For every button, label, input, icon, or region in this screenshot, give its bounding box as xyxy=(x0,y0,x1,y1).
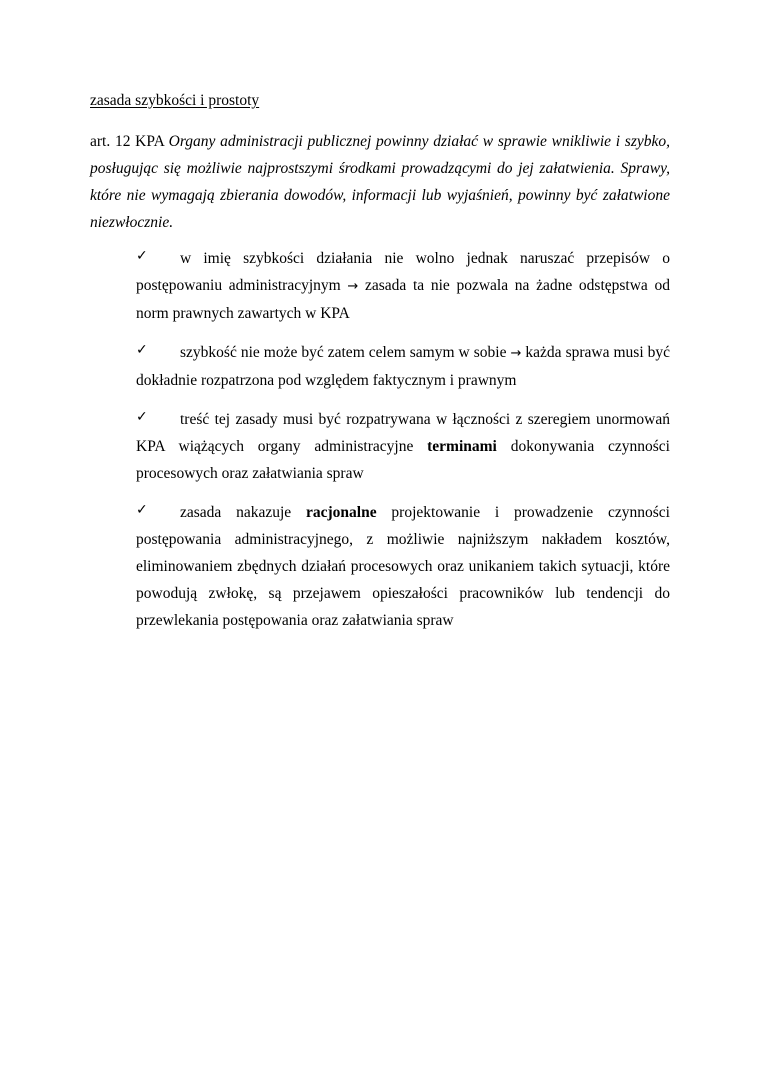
bullet-text-part: każda sprawa musi być dokładnie rozpatrzona pod względem faktycznym i prawnym xyxy=(136,344,671,389)
checkmark-icon: ✓ xyxy=(136,502,148,518)
arrow-right-icon: → xyxy=(347,279,359,294)
bullet-list xyxy=(90,245,670,646)
bold-term: terminami xyxy=(427,438,497,455)
bullet-item xyxy=(90,406,670,487)
bullet-text xyxy=(136,406,670,487)
bullet-text-part: projektowanie i prowadzenie czynności postępowania administracyjnego, z możliwie najniższym nakładem kosztów, eliminowaniem zbędnych działań procesowych oraz unikaniem takich sytuacji, które powodują zwłokę, są przejawem opieszałości pracowników lub tendencji do przewlekania postępowania oraz załatwiania spraw xyxy=(136,504,670,629)
checkmark-icon: ✓ xyxy=(136,248,148,264)
bullet-item xyxy=(90,499,670,634)
checkmark-icon: ✓ xyxy=(136,342,148,358)
bullet-item xyxy=(90,245,670,327)
bold-term: racjonalne xyxy=(306,504,377,521)
bullet-text xyxy=(136,339,670,394)
bullet-text xyxy=(136,245,670,327)
bullet-text-part: zasada nakazuje xyxy=(180,504,292,521)
arrow-right-icon: → xyxy=(510,346,522,361)
bullet-text xyxy=(136,499,670,634)
bullet-text-part: zasada ta nie pozwala na żadne odstępstwa od norm prawnych zawartych w KPA xyxy=(136,277,670,322)
article-paragraph xyxy=(90,128,670,236)
bullet-text-part: szybkość nie może być zatem celem samym w sobie xyxy=(180,344,507,361)
article-quote: Organy administracji publicznej powinny działać w sprawie wnikliwie i szybko, posługując się możliwie najprostszymi środkami prowadzącymi do jej załatwienia. Sprawy, które nie wymagają zbierania dowodów, informacji lub wyjaśnień, powinny być załatwione niezwłocznie. xyxy=(90,133,671,231)
bullet-text-part: w imię szybkości działania nie wolno jednak naruszać przepisów o postępowaniu administracyjnym xyxy=(136,250,670,294)
bullet-text-part: dokonywania czynności procesowych oraz załatwiania spraw xyxy=(136,438,670,482)
checkmark-icon: ✓ xyxy=(136,409,148,425)
bullet-text-part: treść tej zasady musi być rozpatrywana w łączności z szeregiem unormowań KPA wiążących organy administracyjne xyxy=(136,411,670,455)
section-heading: zasada szybkości i prostoty xyxy=(90,92,260,109)
bullet-item xyxy=(90,339,670,394)
article-reference: art. 12 KPA xyxy=(90,133,164,150)
